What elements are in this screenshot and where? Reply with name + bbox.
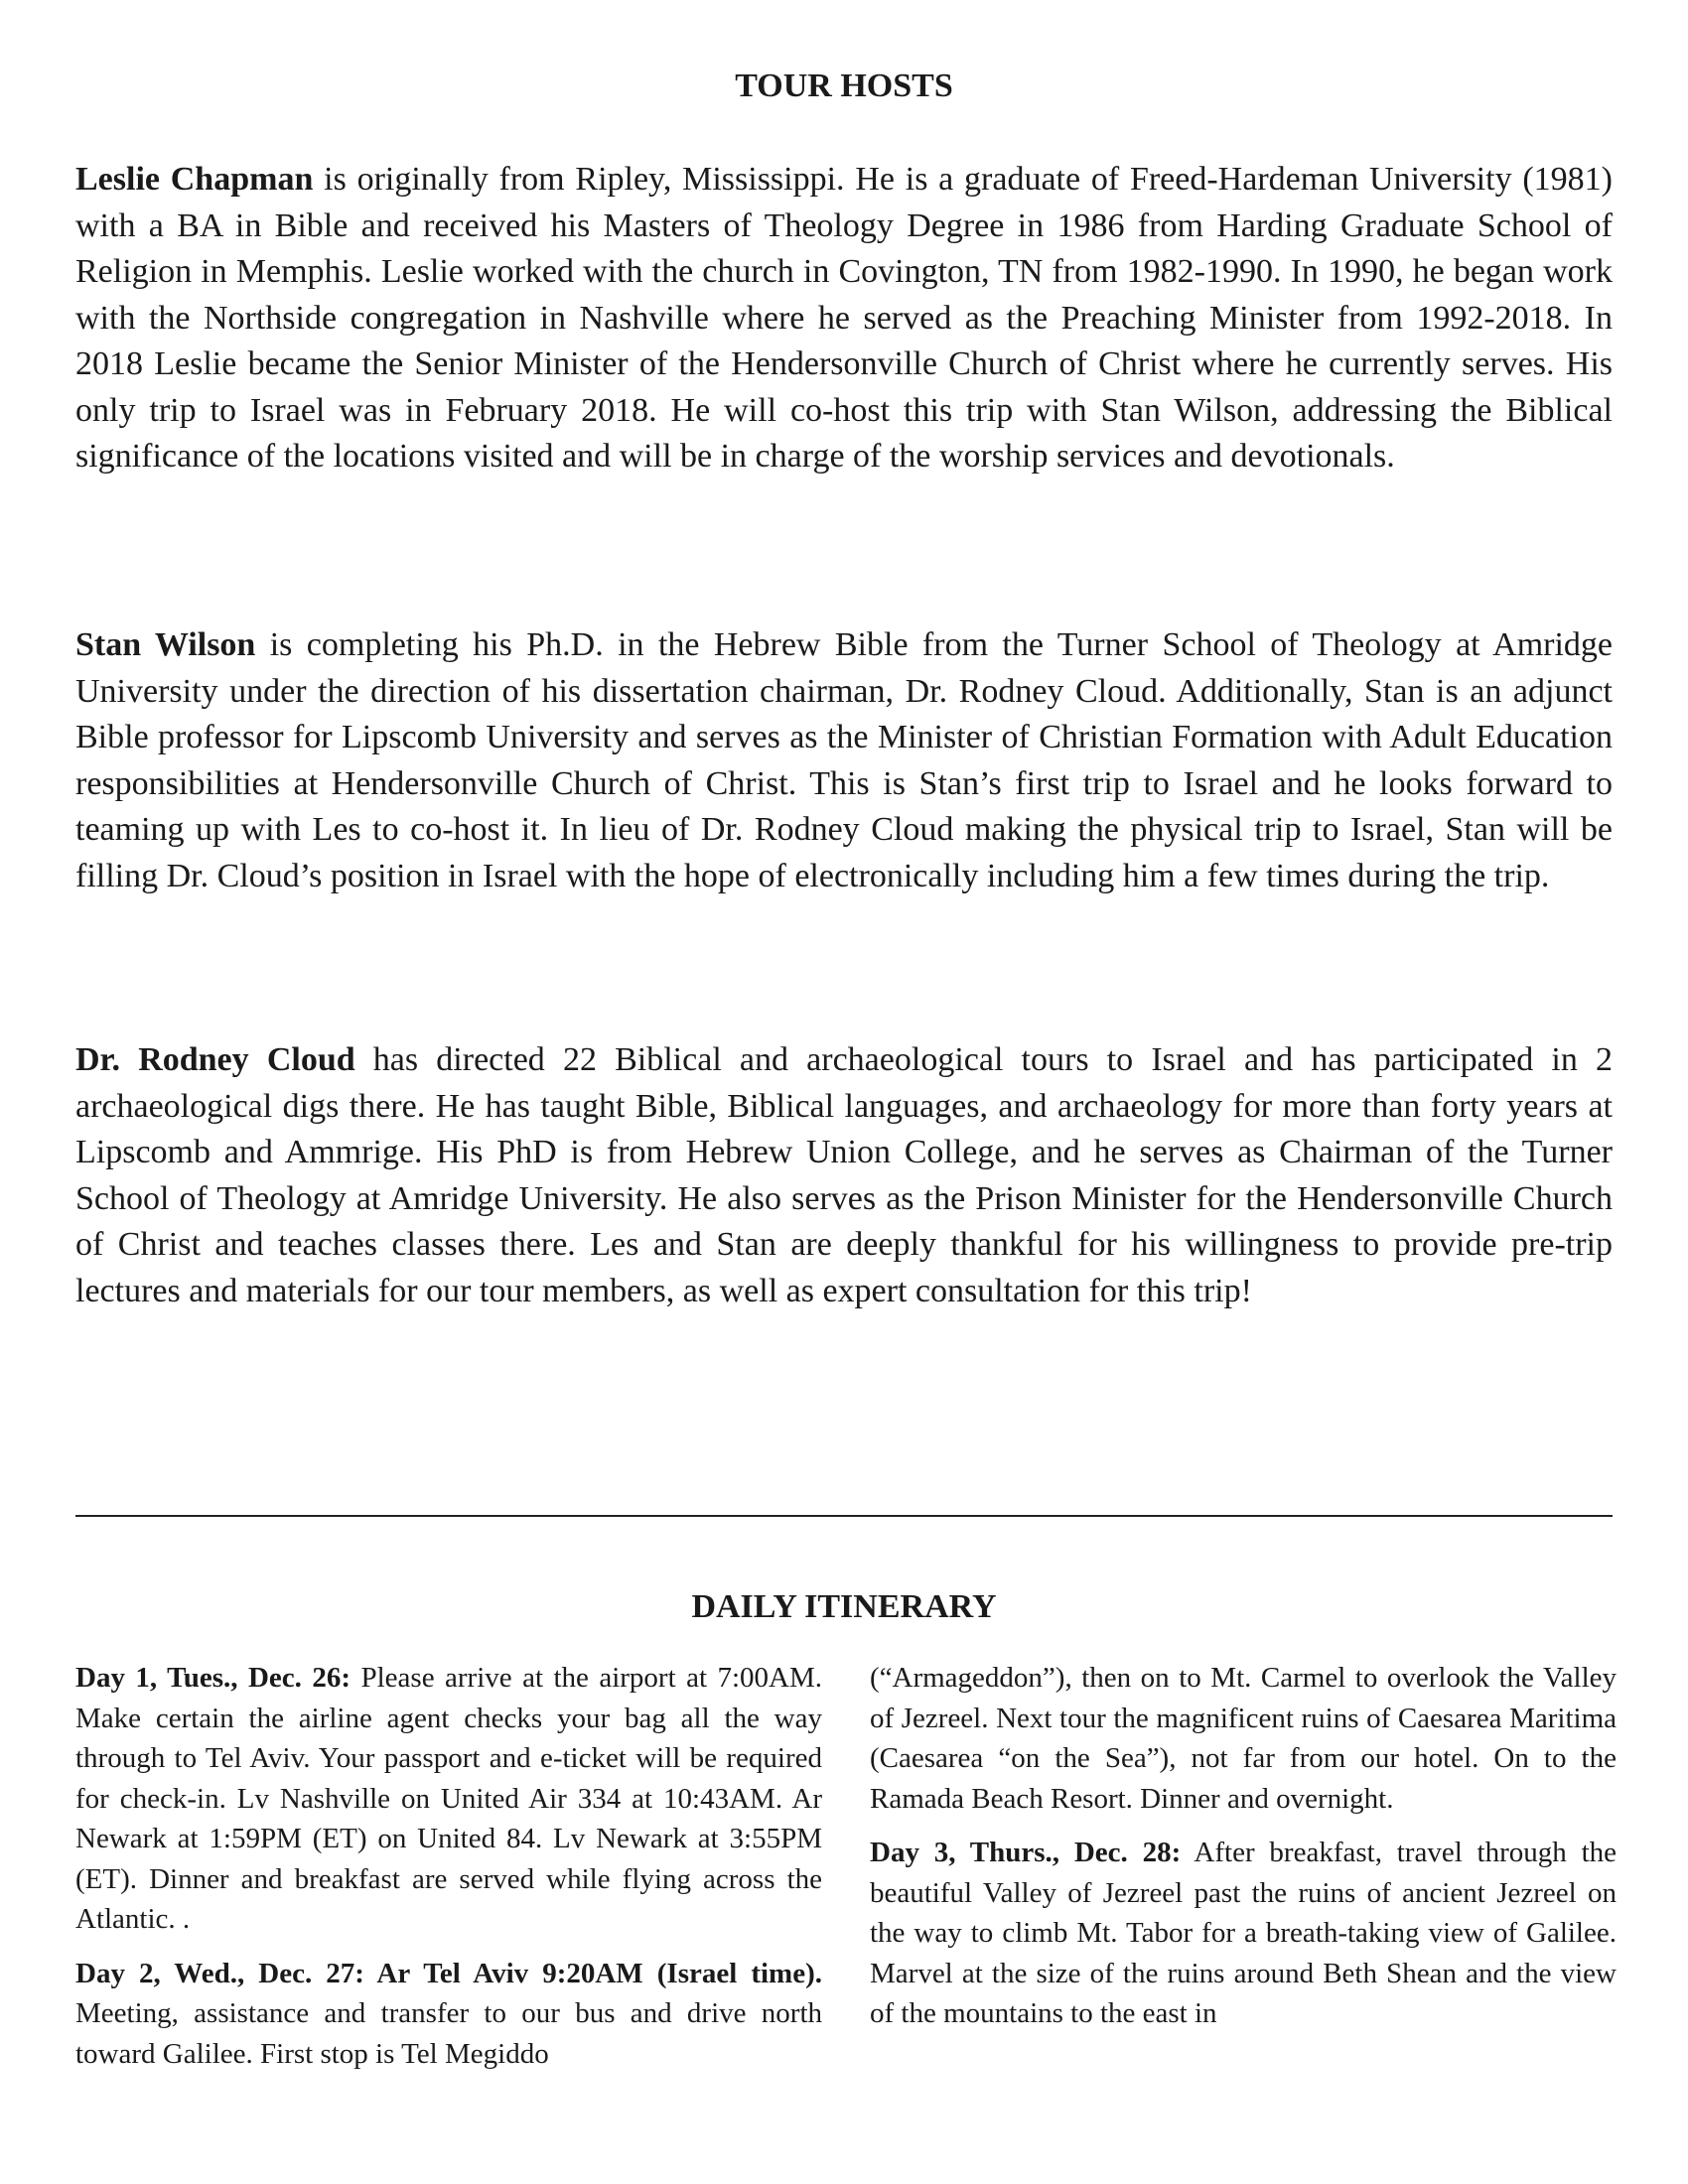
bio-leslie-chapman (75, 157, 1613, 480)
section-divider (75, 1515, 1613, 1517)
day-text: (“Armageddon”), then on to Mt. Carmel to overlook the Valley of Jezreel. Next tour the magnificent ruins of Caesarea Maritima (Caesarea “on the Sea”), not far from our hotel. On to the Ramada Beach Resort. Dinner and overnight. (870, 1662, 1617, 1815)
day-text: Please arrive at the airport at 7:00AM. Make certain the airline agent checks your bag all the way through to Tel Aviv. Your passport and e-ticket will be required for check-in. Lv Nashville on United Air 334 at 10:43AM. Ar Newark at 1:59PM (ET) on United 84. Lv Newark at 3:55PM (ET). Dinner and breakfast are served while flying across the Atlantic. . (75, 1662, 822, 1935)
day-heading: Day 1, Tues., Dec. 26: (75, 1662, 352, 1694)
tour-hosts-heading: TOUR HOSTS (735, 68, 953, 104)
bio-text: has directed 22 Biblical and archaeological tours to Israel and has participated in 2 archaeological digs there. He has taught Bible, Biblical languages, and archaeology for more than forty years at Lipscomb and Ammrige. His PhD is from Hebrew Union College, and he serves as Chairman of the Turner School of Theology at Amridge University. He also serves as the Prison Minister for the Hendersonville Church of Christ and teaches classes there. Les and Stan are deeply thankful for his willingness to provide pre-trip lectures and materials for our tour members, as well as expert consultation for this trip! (75, 1041, 1613, 1309)
bio-rodney-cloud (75, 1037, 1613, 1314)
itinerary-day-2-continued (870, 1658, 1617, 1819)
day-heading: Day 3, Thurs., Dec. 28: (870, 1837, 1182, 1868)
day-heading: Day 2, Wed., Dec. 27: Ar Tel Aviv 9:20AM (Israel time). (75, 1957, 822, 1989)
bio-stan-wilson (75, 622, 1613, 899)
daily-itinerary-heading: DAILY ITINERARY (691, 1588, 997, 1625)
itinerary-column-left (75, 1658, 822, 2088)
itinerary-column-right (870, 1658, 1617, 2048)
day-text: Meeting, assistance and transfer to our bus and drive north toward Galilee. First stop is Tel Megiddo (75, 1997, 822, 2070)
itinerary-day-3 (870, 1833, 1617, 2034)
bio-text: is originally from Ripley, Mississippi. He is a graduate of Freed-Hardeman University (1981) with a BA in Bible and received his Masters of Theology Degree in 1986 from Harding Graduate School of Religion in Memphis. Leslie worked with the church in Covington, TN from 1982-1990. In 1990, he began work with the Northside congregation in Nashville where he served as the Preaching Minister from 1992-2018. In 2018 Leslie became the Senior Minister of the Hendersonville Church of Christ where he currently serves. His only trip to Israel was in February 2018. He will co-host this trip with Stan Wilson, addressing the Biblical significance of the locations visited and will be in charge of the worship services and devotionals. (75, 161, 1613, 475)
bio-name: Leslie Chapman (75, 161, 314, 198)
itinerary-day-2 (75, 1954, 822, 2075)
bio-name: Stan Wilson (75, 626, 256, 663)
itinerary-day-1 (75, 1658, 822, 1940)
day-text: After breakfast, travel through the beautiful Valley of Jezreel past the ruins of ancient Jezreel on the way to climb Mt. Tabor for a breath-taking view of Galilee. Marvel at the size of the ruins around Beth Shean and the view of the mountains to the east in (870, 1837, 1618, 2029)
bio-text: is completing his Ph.D. in the Hebrew Bible from the Turner School of Theology at Amridge University under the direction of his dissertation chairman, Dr. Rodney Cloud. Additionally, Stan is an adjunct Bible professor for Lipscomb University and serves as the Minister of Christian Formation with Adult Education responsibilities at Hendersonville Church of Christ. This is Stan’s first trip to Israel and he looks forward to teaming up with Les to co-host it. In lieu of Dr. Rodney Cloud making the physical trip to Israel, Stan will be filling Dr. Cloud’s position in Israel with the hope of electronically including him a few times during the trip. (75, 626, 1613, 894)
bio-name: Dr. Rodney Cloud (75, 1041, 355, 1078)
